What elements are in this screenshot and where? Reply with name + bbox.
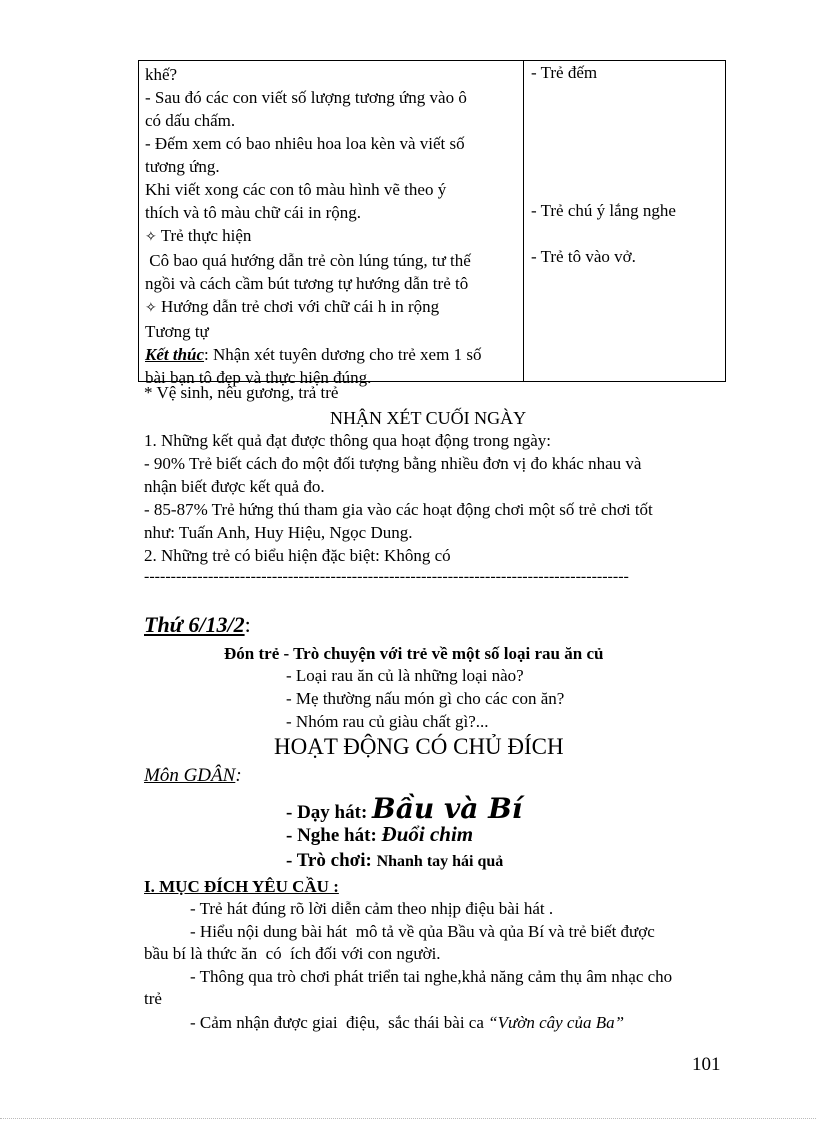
subject-text: Môn GDÂN (144, 765, 236, 786)
question-line: - Mẹ thường nấu món gì cho các con ăn? (286, 689, 565, 708)
question-line: - Loại rau ăn củ là những loại nào? (286, 666, 524, 685)
ket-thuc-label: Kết thúc (145, 345, 205, 364)
table-line (145, 295, 521, 320)
teach-song-label: - Dạy hát: (286, 802, 368, 823)
table-left-cell (145, 63, 521, 389)
day-heading-colon: : (244, 612, 251, 637)
welcome-label: Đón trẻ - (224, 644, 290, 663)
table-line: Khi viết xong các con tô màu hình vẽ theo ý (145, 180, 447, 199)
game-line (286, 850, 503, 872)
goal-line: - Hiểu nội dung bài hát mô tả về qủa Bầu và qủa Bí và trẻ biết được (190, 922, 655, 941)
table-line (145, 343, 521, 366)
goal-line: - Thông qua trò chơi phát triển tai nghe,khả năng cảm thụ âm nhạc cho (190, 967, 673, 986)
review-line: nhận biết được kết quả đo. (144, 477, 325, 496)
subject-line (144, 765, 242, 787)
day-heading (144, 612, 251, 638)
review-line: như: Tuấn Anh, Huy Hiệu, Ngọc Dung. (144, 523, 413, 542)
ket-thuc-text: : Nhận xét tuyên dương cho trẻ xem 1 số (204, 345, 482, 364)
goals-title-text: I. MỤC ĐÍCH YÊU CẦU : (144, 877, 339, 896)
welcome-text: Trò chuyện với trẻ về một số loại rau ăn củ (293, 644, 604, 663)
table-line: - Sau đó các con viết số lượng tương ứng vào ô (145, 88, 467, 107)
table-line: bài bạn tô đẹp và thực hiện đúng. (145, 368, 372, 387)
goal-line: trẻ (144, 989, 162, 1008)
goals-title (144, 877, 339, 897)
sparkle-icon: ✧ (145, 229, 157, 245)
table-line: khế? (145, 65, 178, 84)
listen-song-line (286, 822, 473, 847)
table-line-text: Trẻ thực hiện (160, 226, 252, 245)
table-line: - Đếm xem có bao nhiêu hoa loa kèn và viết số (145, 134, 465, 153)
listen-song-label: - Nghe hát: (286, 825, 377, 846)
table-line: ngồi và cách cầm bút tương tự hướng dẫn trẻ tô (145, 274, 469, 293)
subject-colon: : (235, 765, 242, 786)
game-name: Nhanh tay hái quả (376, 853, 504, 870)
table-line: có dấu chấm. (145, 111, 236, 130)
table-line (145, 224, 521, 249)
after-table-note: * Vệ sinh, nêu gương, trả trẻ (144, 383, 339, 402)
table-column-divider (523, 61, 524, 381)
table-line: tương ứng. (145, 157, 220, 176)
game-label: - Trò chơi: (286, 850, 372, 871)
welcome-line (224, 644, 603, 664)
activity-title: HOẠT ĐỘNG CÓ CHỦ ĐÍCH (274, 734, 564, 759)
page-bottom-border (0, 1118, 816, 1119)
question-line: - Nhóm rau củ giàu chất gì?... (286, 712, 489, 731)
table-line: thích và tô màu chữ cái in rộng. (145, 203, 361, 222)
dashed-divider: ------------------------------------------------------------------------------------------- (144, 568, 629, 585)
goal-song: “Vườn cây của Ba” (488, 1013, 625, 1032)
teach-song-line (286, 792, 522, 825)
goal-line: bầu bí là thức ăn có ích đối với con người. (144, 944, 441, 963)
review-title: NHẬN XÉT CUỐI NGÀY (330, 408, 527, 428)
teach-song-title: Bầu và Bí (372, 792, 523, 825)
review-line: - 90% Trẻ biết cách đo một đối tượng bằng nhiều đơn vị đo khác nhau và (144, 454, 642, 473)
day-heading-text: Thứ 6/13/2 (144, 612, 245, 637)
table-line: Tương tự (145, 322, 209, 341)
page-number: 101 (692, 1054, 721, 1075)
review-line: 2. Những trẻ có biểu hiện đặc biệt: Không có (144, 546, 451, 565)
goal-line (190, 1013, 624, 1033)
listen-song-title: Đuổi chim (381, 822, 474, 846)
goal-line: - Trẻ hát đúng rõ lời diễn cảm theo nhịp điệu bài hát . (190, 899, 554, 918)
child-activity-2: - Trẻ chú ý lắng nghe (531, 201, 676, 220)
table-line: Cô bao quá hướng dẫn trẻ còn lúng túng, tư thế (145, 251, 471, 270)
child-activity-3: - Trẻ tô vào vở. (531, 247, 636, 266)
activity-table (138, 60, 726, 387)
sparkle-icon: ✧ (145, 300, 157, 316)
review-line: - 85-87% Trẻ hứng thú tham gia vào các hoạt động chơi một số trẻ chơi tốt (144, 500, 653, 519)
review-line: 1. Những kết quả đạt được thông qua hoạt động trong ngày: (144, 431, 552, 450)
table-line-text: Hướng dẫn trẻ chơi với chữ cái h in rộng (160, 297, 440, 316)
child-activity-1: - Trẻ đếm (531, 63, 598, 82)
goal-text: - Cảm nhận được giai điệu, sắc thái bài ca (190, 1013, 484, 1032)
